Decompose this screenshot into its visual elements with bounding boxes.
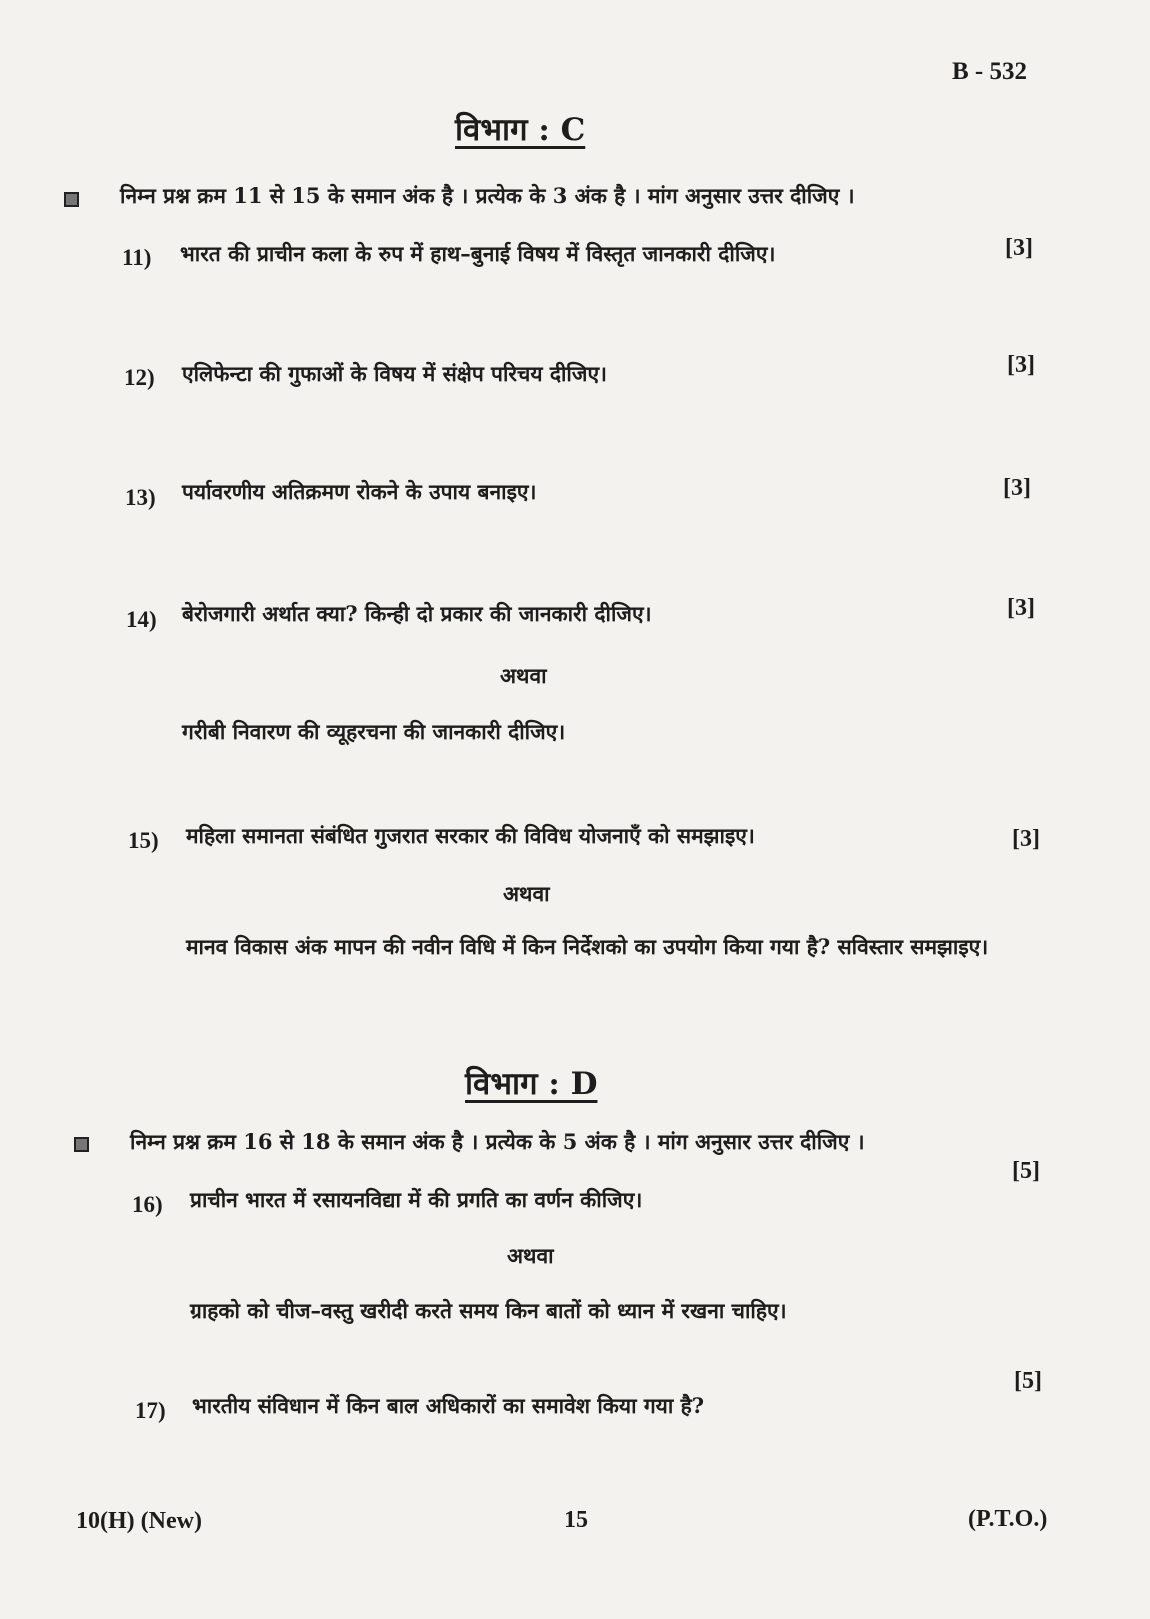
question-text: एलिफेन्टा की गुफाओं के विषय में संक्षेप परिचय दीजिए। <box>182 361 608 386</box>
footer-pto: (P.T.O.) <box>968 1506 1048 1532</box>
question-text: महिला समानता संबंधित गुजरात सरकार की विविध योजनाएँ को समझाइए। <box>186 823 755 848</box>
question-text: पर्यावरणीय अतिक्रमण रोकने के उपाय बनाइए। <box>182 479 537 504</box>
question-marks: [3] <box>1012 826 1040 852</box>
alternate-question-text: गरीबी निवारण की व्यूहरचना की जानकारी दीजिए। <box>182 719 566 744</box>
question-text: बेरोजगारी अर्थात क्या? किन्ही दो प्रकार की जानकारी दीजिए। <box>182 601 652 626</box>
section-c-title: विभाग : C <box>455 112 586 148</box>
question-marks: [5] <box>1012 1158 1040 1184</box>
section-d-instruction: निम्न प्रश्न क्रम 16 से 18 के समान अंक है । प्रत्येक के 5 अंक है । मांग अनुसार उत्तर दीजिए । <box>130 1129 865 1154</box>
question-number: 13) <box>125 485 156 510</box>
question-marks: [3] <box>1007 352 1035 378</box>
section-c-instruction: निम्न प्रश्न क्रम 11 से 15 के समान अंक है । प्रत्येक के 3 अंक है । मांग अनुसार उत्तर दीजिए । <box>120 183 855 208</box>
question-number: 12) <box>124 365 155 390</box>
question-marks: [3] <box>1003 475 1031 501</box>
question-marks: [3] <box>1005 235 1033 261</box>
question-text: भारत की प्राचीन कला के रुप में हाथ–बुनाई विषय में विस्तृत जानकारी दीजिए। <box>180 241 776 266</box>
page-number: 15 <box>564 1507 588 1533</box>
question-number: 11) <box>122 245 152 270</box>
question-number: 16) <box>132 1192 163 1217</box>
alternate-question-text: मानव विकास अंक मापन की नवीन विधि में किन निर्देशको का उपयोग किया गया है? सविस्तार समझाइए। <box>186 934 989 959</box>
paper-code: B - 532 <box>952 58 1027 85</box>
bullet-icon <box>74 1137 89 1152</box>
bullet-icon <box>64 192 79 207</box>
question-text: भारतीय संविधान में किन बाल अधिकारों का समावेश किया गया है? <box>192 1393 705 1418</box>
section-d-title: विभाग : D <box>465 1066 598 1102</box>
question-number: 15) <box>128 828 159 853</box>
question-marks: [3] <box>1007 595 1035 621</box>
alternate-question-text: ग्राहको को चीज–वस्तु खरीदी करते समय किन बातों को ध्यान में रखना चाहिए। <box>190 1298 787 1323</box>
question-number: 14) <box>126 607 157 632</box>
or-label: अथवा <box>500 663 547 688</box>
question-marks: [5] <box>1014 1368 1042 1394</box>
footer-subject-code: 10(H) (New) <box>76 1508 202 1534</box>
question-text: प्राचीन भारत में रसायनविद्या में की प्रगति का वर्णन कीजिए। <box>190 1187 643 1212</box>
or-label: अथवा <box>503 881 550 906</box>
question-number: 17) <box>135 1398 166 1423</box>
or-label: अथवा <box>507 1243 554 1268</box>
